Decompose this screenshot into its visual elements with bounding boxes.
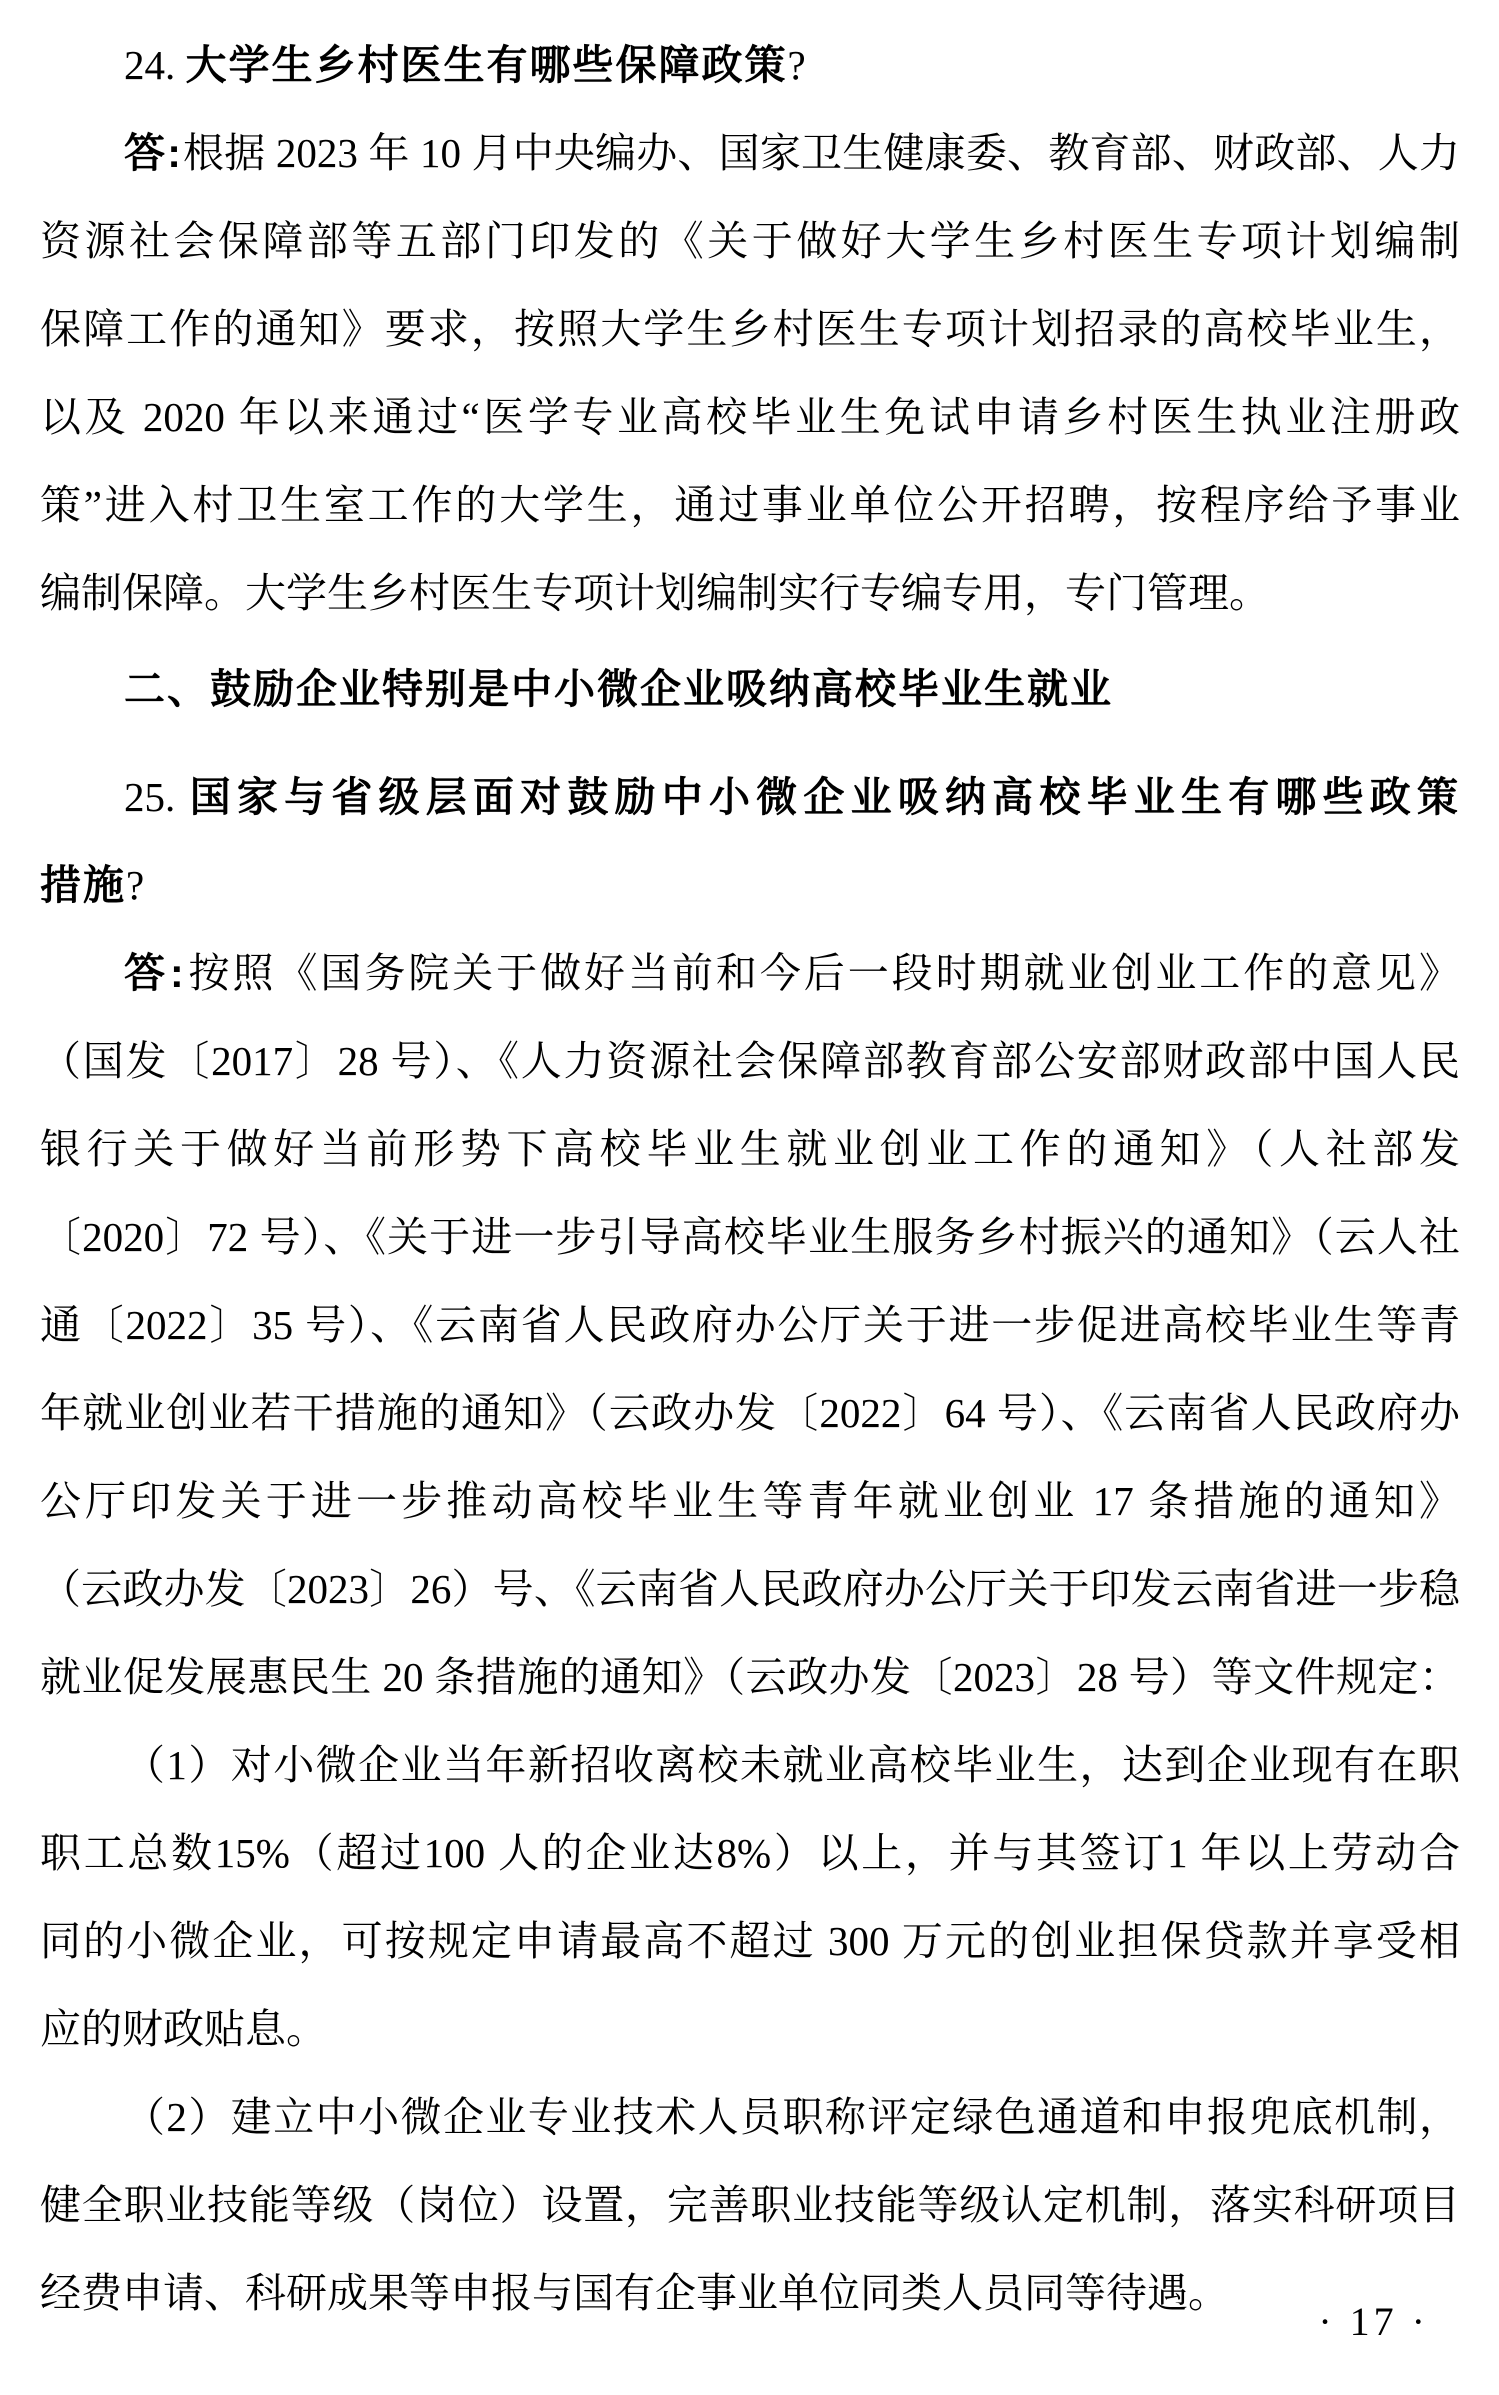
answer-25-line (40, 1457, 1460, 1545)
answer-24-line (40, 461, 1460, 549)
bold-text-segment: 答: (124, 950, 186, 996)
item-2-line (40, 2073, 1460, 2161)
answer-25-line (40, 1193, 1460, 1281)
answer-24-line (40, 373, 1460, 461)
text-segment: 就业促发展惠民生 20 条措施的通知》（云政办发〔2023〕28 号）等文件规定： (40, 1654, 1460, 1700)
text-segment: 策”进入村卫生室工作的大学生，通过事业单位公开招聘，按程序给予事业 (40, 482, 1460, 528)
answer-25-line (40, 1017, 1460, 1105)
answer-24-line (40, 109, 1460, 197)
bold-text-segment: 二、鼓励企业特别是中小微企业吸纳高校毕业生就业 (124, 666, 1113, 712)
text-segment: 保障工作的通知》要求，按照大学生乡村医生专项计划招录的高校毕业生， (40, 306, 1460, 352)
answer-25-line (40, 1281, 1460, 1369)
question-25-heading (40, 753, 1460, 841)
text-segment: 资源社会保障部等五部门印发的《关于做好大学生乡村医生专项计划编制 (40, 218, 1460, 264)
text-segment: 应的财政贴息。 (40, 2006, 327, 2052)
answer-25-line (40, 929, 1460, 1017)
text-segment: 以及 2020 年以来通过“医学专业高校毕业生免试申请乡村医生执业注册政 (40, 394, 1460, 440)
text-segment: 24. (124, 42, 186, 88)
item-2-line (40, 2161, 1460, 2249)
text-segment: 通〔2022〕35 号）、《云南省人民政府办公厅关于进一步促进高校毕业生等青 (40, 1302, 1460, 1348)
answer-25-line (40, 1369, 1460, 1457)
text-segment: 公厅印发关于进一步推动高校毕业生等青年就业创业 17 条措施的通知》 (40, 1478, 1460, 1524)
text-segment: 25. (124, 774, 190, 820)
answer-25-line (40, 1545, 1460, 1633)
bold-text-segment: 国家与省级层面对鼓励中小微企业吸纳高校毕业生有哪些政策 (189, 774, 1460, 820)
text-segment: 同的小微企业，可按规定申请最高不超过 300 万元的创业担保贷款并享受相 (40, 1918, 1460, 1964)
bold-text-segment: 大学生乡村医生有哪些保障政策 (185, 42, 788, 88)
answer-25-line (40, 1105, 1460, 1193)
text-segment: ? (126, 862, 145, 908)
item-1-line (40, 1897, 1460, 1985)
text-segment: （1）对小微企业当年新招收离校未就业高校毕业生，达到企业现有在职 (124, 1742, 1460, 1788)
text-segment: 根据 2023 年 10 月中央编办、国家卫生健康委、教育部、财政部、人力 (182, 130, 1460, 176)
text-segment: 健全职业技能等级（岗位）设置，完善职业技能等级认定机制，落实科研项目 (40, 2182, 1460, 2228)
section-2-heading (40, 645, 1460, 733)
text-segment: （云政办发〔2023〕26）号、《云南省人民政府办公厅关于印发云南省进一步稳 (40, 1566, 1460, 1612)
item-1-line (40, 1985, 1460, 2073)
text-segment: 银行关于做好当前形势下高校毕业生就业创业工作的通知》（人社部发 (40, 1126, 1460, 1172)
bold-text-segment: 答: (124, 130, 183, 176)
document-text-block (40, 21, 1460, 2337)
text-segment: 〔2020〕72 号）、《关于进一步引导高校毕业生服务乡村振兴的通知》（云人社 (40, 1214, 1460, 1260)
item-1-line (40, 1809, 1460, 1897)
answer-24-line (40, 549, 1460, 637)
text-segment: （2）建立中小微企业专业技术人员职称评定绿色通道和申报兜底机制， (124, 2094, 1460, 2140)
answer-24-line (40, 197, 1460, 285)
bold-text-segment: 措施 (40, 862, 126, 908)
item-1-line (40, 1721, 1460, 1809)
text-segment: 职工总数15%（超过100 人的企业达8%）以上，并与其签订1 年以上劳动合 (40, 1830, 1460, 1876)
question-25-heading (40, 841, 1460, 929)
text-segment: 经费申请、科研成果等申报与国有企事业单位同类人员同等待遇。 (40, 2270, 1229, 2316)
text-segment: 年就业创业若干措施的通知》（云政办发〔2022〕64 号）、《云南省人民政府办 (40, 1390, 1460, 1436)
question-24-heading (40, 21, 1460, 109)
text-segment: 编制保障。大学生乡村医生专项计划编制实行专编专用，专门管理。 (40, 570, 1270, 616)
item-2-line (40, 2249, 1460, 2337)
page-number: · 17 · (1318, 2299, 1429, 2344)
answer-25-line (40, 1633, 1460, 1721)
text-segment: （国发〔2017〕28 号）、《人力资源社会保障部教育部公安部财政部中国人民 (40, 1038, 1460, 1084)
answer-24-line (40, 285, 1460, 373)
text-segment: 按照《国务院关于做好当前和今后一段时期就业创业工作的意见》 (185, 950, 1460, 996)
text-segment: ? (787, 42, 806, 88)
